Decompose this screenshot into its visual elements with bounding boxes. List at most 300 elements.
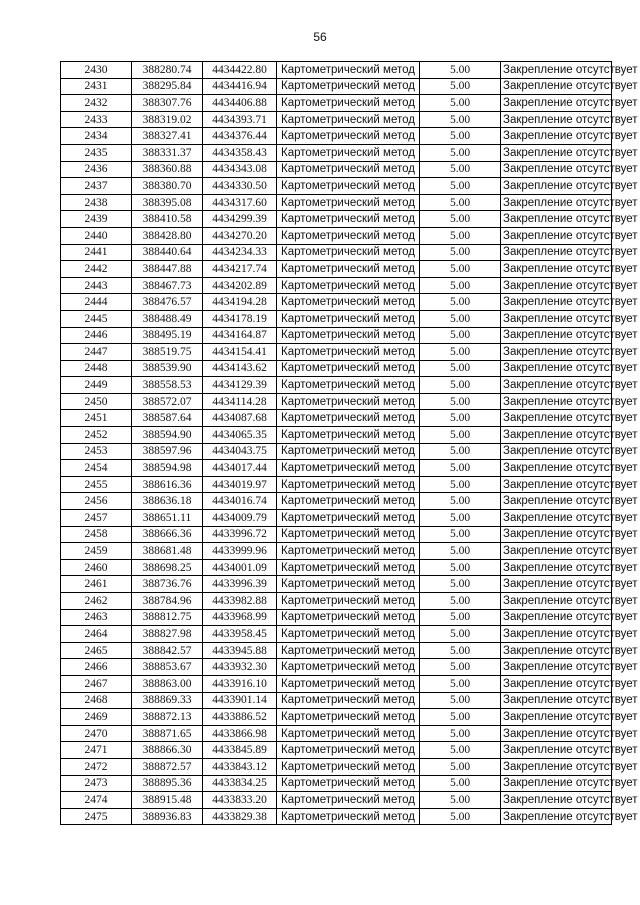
point-number-cell: 2444 [61, 294, 132, 311]
x-coordinate-cell: 388915.48 [132, 792, 203, 809]
x-coordinate-cell: 388395.08 [132, 194, 203, 211]
y-coordinate-cell: 4433845.89 [203, 742, 277, 759]
method-cell: Картометрический метод [277, 78, 420, 95]
table-row [61, 344, 612, 361]
method-cell: Картометрический метод [277, 576, 420, 593]
table-row [61, 742, 612, 759]
x-coordinate-cell: 388488.49 [132, 310, 203, 327]
fixing-description-cell: Закрепление отсутствует [501, 808, 612, 825]
method-cell: Картометрический метод [277, 211, 420, 228]
method-cell: Картометрический метод [277, 244, 420, 261]
point-number-cell: 2462 [61, 593, 132, 610]
method-cell: Картометрический метод [277, 410, 420, 427]
table-row [61, 659, 612, 676]
method-cell: Картометрический метод [277, 277, 420, 294]
accuracy-cell: 5.00 [420, 111, 501, 128]
fixing-description-cell: Закрепление отсутствует [501, 742, 612, 759]
fixing-description-cell: Закрепление отсутствует [501, 510, 612, 527]
y-coordinate-cell: 4434129.39 [203, 377, 277, 394]
accuracy-cell: 5.00 [420, 410, 501, 427]
point-number-cell: 2430 [61, 62, 132, 79]
table-row [61, 393, 612, 410]
point-number-cell: 2441 [61, 244, 132, 261]
method-cell: Картометрический метод [277, 261, 420, 278]
point-number-cell: 2431 [61, 78, 132, 95]
accuracy-cell: 5.00 [420, 344, 501, 361]
accuracy-cell: 5.00 [420, 310, 501, 327]
accuracy-cell: 5.00 [420, 642, 501, 659]
fixing-description-cell: Закрепление отсутствует [501, 792, 612, 809]
y-coordinate-cell: 4434343.08 [203, 161, 277, 178]
table-row [61, 808, 612, 825]
table-row [61, 476, 612, 493]
method-cell: Картометрический метод [277, 95, 420, 112]
x-coordinate-cell: 388594.98 [132, 460, 203, 477]
point-number-cell: 2452 [61, 427, 132, 444]
table-row [61, 161, 612, 178]
x-coordinate-cell: 388616.36 [132, 476, 203, 493]
x-coordinate-cell: 388327.41 [132, 128, 203, 145]
y-coordinate-cell: 4434065.35 [203, 427, 277, 444]
fixing-description-cell: Закрепление отсутствует [501, 642, 612, 659]
accuracy-cell: 5.00 [420, 626, 501, 643]
table-row [61, 277, 612, 294]
x-coordinate-cell: 388936.83 [132, 808, 203, 825]
fixing-description-cell: Закрепление отсутствует [501, 443, 612, 460]
x-coordinate-cell: 388736.76 [132, 576, 203, 593]
table-row [61, 692, 612, 709]
table-row [61, 460, 612, 477]
accuracy-cell: 5.00 [420, 493, 501, 510]
accuracy-cell: 5.00 [420, 609, 501, 626]
table-row [61, 62, 612, 79]
method-cell: Картометрический метод [277, 344, 420, 361]
x-coordinate-cell: 388428.80 [132, 227, 203, 244]
point-number-cell: 2474 [61, 792, 132, 809]
table-row [61, 211, 612, 228]
fixing-description-cell: Закрепление отсутствует [501, 758, 612, 775]
accuracy-cell: 5.00 [420, 360, 501, 377]
point-number-cell: 2453 [61, 443, 132, 460]
x-coordinate-cell: 388519.75 [132, 344, 203, 361]
fixing-description-cell: Закрепление отсутствует [501, 78, 612, 95]
accuracy-cell: 5.00 [420, 709, 501, 726]
x-coordinate-cell: 388440.64 [132, 244, 203, 261]
y-coordinate-cell: 4434009.79 [203, 510, 277, 527]
point-number-cell: 2460 [61, 559, 132, 576]
x-coordinate-cell: 388666.36 [132, 526, 203, 543]
accuracy-cell: 5.00 [420, 476, 501, 493]
y-coordinate-cell: 4434422.80 [203, 62, 277, 79]
table-row [61, 510, 612, 527]
point-number-cell: 2442 [61, 261, 132, 278]
accuracy-cell: 5.00 [420, 62, 501, 79]
method-cell: Картометрический метод [277, 327, 420, 344]
point-number-cell: 2439 [61, 211, 132, 228]
table-row [61, 775, 612, 792]
y-coordinate-cell: 4433945.88 [203, 642, 277, 659]
accuracy-cell: 5.00 [420, 510, 501, 527]
point-number-cell: 2464 [61, 626, 132, 643]
fixing-description-cell: Закрепление отсутствует [501, 194, 612, 211]
method-cell: Картометрический метод [277, 294, 420, 311]
method-cell: Картометрический метод [277, 460, 420, 477]
fixing-description-cell: Закрепление отсутствует [501, 178, 612, 195]
y-coordinate-cell: 4433916.10 [203, 675, 277, 692]
point-number-cell: 2458 [61, 526, 132, 543]
y-coordinate-cell: 4433834.25 [203, 775, 277, 792]
x-coordinate-cell: 388380.70 [132, 178, 203, 195]
point-number-cell: 2471 [61, 742, 132, 759]
method-cell: Картометрический метод [277, 742, 420, 759]
method-cell: Картометрический метод [277, 128, 420, 145]
point-number-cell: 2433 [61, 111, 132, 128]
fixing-description-cell: Закрепление отсутствует [501, 675, 612, 692]
fixing-description-cell: Закрепление отсутствует [501, 427, 612, 444]
accuracy-cell: 5.00 [420, 194, 501, 211]
method-cell: Картометрический метод [277, 775, 420, 792]
method-cell: Картометрический метод [277, 709, 420, 726]
point-number-cell: 2456 [61, 493, 132, 510]
y-coordinate-cell: 4434087.68 [203, 410, 277, 427]
method-cell: Картометрический метод [277, 559, 420, 576]
x-coordinate-cell: 388597.96 [132, 443, 203, 460]
method-cell: Картометрический метод [277, 493, 420, 510]
y-coordinate-cell: 4434270.20 [203, 227, 277, 244]
y-coordinate-cell: 4434299.39 [203, 211, 277, 228]
y-coordinate-cell: 4434164.87 [203, 327, 277, 344]
accuracy-cell: 5.00 [420, 211, 501, 228]
table-row [61, 443, 612, 460]
method-cell: Картометрический метод [277, 443, 420, 460]
y-coordinate-cell: 4434194.28 [203, 294, 277, 311]
y-coordinate-cell: 4434016.74 [203, 493, 277, 510]
table-row [61, 725, 612, 742]
method-cell: Картометрический метод [277, 593, 420, 610]
x-coordinate-cell: 388812.75 [132, 609, 203, 626]
table-row [61, 111, 612, 128]
fixing-description-cell: Закрепление отсутствует [501, 128, 612, 145]
method-cell: Картометрический метод [277, 543, 420, 560]
coordinates-table-body [61, 62, 638, 825]
point-number-cell: 2469 [61, 709, 132, 726]
y-coordinate-cell: 4434001.09 [203, 559, 277, 576]
accuracy-cell: 5.00 [420, 792, 501, 809]
accuracy-cell: 5.00 [420, 178, 501, 195]
y-coordinate-cell: 4433996.72 [203, 526, 277, 543]
fixing-description-cell: Закрепление отсутствует [501, 227, 612, 244]
fixing-description-cell: Закрепление отсутствует [501, 593, 612, 610]
y-coordinate-cell: 4433996.39 [203, 576, 277, 593]
accuracy-cell: 5.00 [420, 244, 501, 261]
fixing-description-cell: Закрепление отсутствует [501, 493, 612, 510]
method-cell: Картометрический метод [277, 161, 420, 178]
y-coordinate-cell: 4434358.43 [203, 144, 277, 161]
x-coordinate-cell: 388295.84 [132, 78, 203, 95]
method-cell: Картометрический метод [277, 393, 420, 410]
method-cell: Картометрический метод [277, 194, 420, 211]
x-coordinate-cell: 388495.19 [132, 327, 203, 344]
x-coordinate-cell: 388307.76 [132, 95, 203, 112]
accuracy-cell: 5.00 [420, 261, 501, 278]
fixing-description-cell: Закрепление отсутствует [501, 526, 612, 543]
method-cell: Картометрический метод [277, 808, 420, 825]
table-row [61, 593, 612, 610]
method-cell: Картометрический метод [277, 144, 420, 161]
x-coordinate-cell: 388636.18 [132, 493, 203, 510]
x-coordinate-cell: 388331.37 [132, 144, 203, 161]
point-number-cell: 2468 [61, 692, 132, 709]
x-coordinate-cell: 388863.00 [132, 675, 203, 692]
fixing-description-cell: Закрепление отсутствует [501, 277, 612, 294]
fixing-description-cell: Закрепление отсутствует [501, 460, 612, 477]
table-row [61, 626, 612, 643]
table-row [61, 543, 612, 560]
y-coordinate-cell: 4433866.98 [203, 725, 277, 742]
fixing-description-cell: Закрепление отсутствует [501, 244, 612, 261]
point-number-cell: 2435 [61, 144, 132, 161]
table-row [61, 493, 612, 510]
point-number-cell: 2465 [61, 642, 132, 659]
accuracy-cell: 5.00 [420, 377, 501, 394]
point-number-cell: 2463 [61, 609, 132, 626]
accuracy-cell: 5.00 [420, 460, 501, 477]
x-coordinate-cell: 388594.90 [132, 427, 203, 444]
y-coordinate-cell: 4434330.50 [203, 178, 277, 195]
y-coordinate-cell: 4434114.28 [203, 393, 277, 410]
fixing-description-cell: Закрепление отсутствует [501, 144, 612, 161]
method-cell: Картометрический метод [277, 609, 420, 626]
method-cell: Картометрический метод [277, 675, 420, 692]
accuracy-cell: 5.00 [420, 808, 501, 825]
fixing-description-cell: Закрепление отсутствует [501, 576, 612, 593]
method-cell: Картометрический метод [277, 360, 420, 377]
y-coordinate-cell: 4434017.44 [203, 460, 277, 477]
accuracy-cell: 5.00 [420, 725, 501, 742]
point-number-cell: 2436 [61, 161, 132, 178]
x-coordinate-cell: 388319.02 [132, 111, 203, 128]
method-cell: Картометрический метод [277, 227, 420, 244]
fixing-description-cell: Закрепление отсутствует [501, 626, 612, 643]
x-coordinate-cell: 388681.48 [132, 543, 203, 560]
table-row [61, 642, 612, 659]
point-number-cell: 2440 [61, 227, 132, 244]
fixing-description-cell: Закрепление отсутствует [501, 211, 612, 228]
x-coordinate-cell: 388869.33 [132, 692, 203, 709]
method-cell: Картометрический метод [277, 476, 420, 493]
table-row [61, 526, 612, 543]
table-row [61, 227, 612, 244]
method-cell: Картометрический метод [277, 427, 420, 444]
fixing-description-cell: Закрепление отсутствует [501, 344, 612, 361]
accuracy-cell: 5.00 [420, 393, 501, 410]
x-coordinate-cell: 388539.90 [132, 360, 203, 377]
point-number-cell: 2451 [61, 410, 132, 427]
table-row [61, 327, 612, 344]
y-coordinate-cell: 4433886.52 [203, 709, 277, 726]
point-number-cell: 2459 [61, 543, 132, 560]
fixing-description-cell: Закрепление отсутствует [501, 62, 612, 79]
point-number-cell: 2472 [61, 758, 132, 775]
x-coordinate-cell: 388698.25 [132, 559, 203, 576]
accuracy-cell: 5.00 [420, 443, 501, 460]
x-coordinate-cell: 388866.30 [132, 742, 203, 759]
y-coordinate-cell: 4434393.71 [203, 111, 277, 128]
y-coordinate-cell: 4433958.45 [203, 626, 277, 643]
y-coordinate-cell: 4433901.14 [203, 692, 277, 709]
x-coordinate-cell: 388827.98 [132, 626, 203, 643]
fixing-description-cell: Закрепление отсутствует [501, 360, 612, 377]
accuracy-cell: 5.00 [420, 526, 501, 543]
method-cell: Картометрический метод [277, 692, 420, 709]
accuracy-cell: 5.00 [420, 576, 501, 593]
method-cell: Картометрический метод [277, 377, 420, 394]
accuracy-cell: 5.00 [420, 742, 501, 759]
y-coordinate-cell: 4434154.41 [203, 344, 277, 361]
fixing-description-cell: Закрепление отсутствует [501, 709, 612, 726]
point-number-cell: 2475 [61, 808, 132, 825]
table-row [61, 709, 612, 726]
x-coordinate-cell: 388410.58 [132, 211, 203, 228]
fixing-description-cell: Закрепление отсутствует [501, 95, 612, 112]
point-number-cell: 2446 [61, 327, 132, 344]
method-cell: Картометрический метод [277, 62, 420, 79]
x-coordinate-cell: 388895.36 [132, 775, 203, 792]
fixing-description-cell: Закрепление отсутствует [501, 410, 612, 427]
point-number-cell: 2470 [61, 725, 132, 742]
fixing-description-cell: Закрепление отсутствует [501, 609, 612, 626]
table-row [61, 95, 612, 112]
y-coordinate-cell: 4433932.30 [203, 659, 277, 676]
fixing-description-cell: Закрепление отсутствует [501, 377, 612, 394]
x-coordinate-cell: 388587.64 [132, 410, 203, 427]
y-coordinate-cell: 4434202.89 [203, 277, 277, 294]
method-cell: Картометрический метод [277, 510, 420, 527]
fixing-description-cell: Закрепление отсутствует [501, 543, 612, 560]
y-coordinate-cell: 4434234.33 [203, 244, 277, 261]
table-row [61, 244, 612, 261]
point-number-cell: 2467 [61, 675, 132, 692]
accuracy-cell: 5.00 [420, 692, 501, 709]
y-coordinate-cell: 4433999.96 [203, 543, 277, 560]
y-coordinate-cell: 4434217.74 [203, 261, 277, 278]
y-coordinate-cell: 4433843.12 [203, 758, 277, 775]
accuracy-cell: 5.00 [420, 758, 501, 775]
accuracy-cell: 5.00 [420, 327, 501, 344]
y-coordinate-cell: 4433829.38 [203, 808, 277, 825]
method-cell: Картометрический метод [277, 725, 420, 742]
table-row [61, 792, 612, 809]
table-row [61, 310, 612, 327]
fixing-description-cell: Закрепление отсутствует [501, 393, 612, 410]
point-number-cell: 2473 [61, 775, 132, 792]
method-cell: Картометрический метод [277, 659, 420, 676]
table-row [61, 178, 612, 195]
method-cell: Картометрический метод [277, 626, 420, 643]
point-number-cell: 2432 [61, 95, 132, 112]
point-number-cell: 2455 [61, 476, 132, 493]
y-coordinate-cell: 4434376.44 [203, 128, 277, 145]
table-row [61, 78, 612, 95]
table-row [61, 261, 612, 278]
table-row [61, 576, 612, 593]
y-coordinate-cell: 4434178.19 [203, 310, 277, 327]
y-coordinate-cell: 4433968.99 [203, 609, 277, 626]
x-coordinate-cell: 388280.74 [132, 62, 203, 79]
y-coordinate-cell: 4434416.94 [203, 78, 277, 95]
y-coordinate-cell: 4434019.97 [203, 476, 277, 493]
accuracy-cell: 5.00 [420, 593, 501, 610]
point-number-cell: 2454 [61, 460, 132, 477]
fixing-description-cell: Закрепление отсутствует [501, 559, 612, 576]
accuracy-cell: 5.00 [420, 559, 501, 576]
accuracy-cell: 5.00 [420, 427, 501, 444]
page-number: 56 [313, 30, 327, 44]
y-coordinate-cell: 4434043.75 [203, 443, 277, 460]
point-number-cell: 2448 [61, 360, 132, 377]
table-row [61, 294, 612, 311]
fixing-description-cell: Закрепление отсутствует [501, 327, 612, 344]
point-number-cell: 2434 [61, 128, 132, 145]
table-row [61, 675, 612, 692]
table-row [61, 194, 612, 211]
table-row [61, 410, 612, 427]
point-number-cell: 2445 [61, 310, 132, 327]
point-number-cell: 2461 [61, 576, 132, 593]
y-coordinate-cell: 4433833.20 [203, 792, 277, 809]
fixing-description-cell: Закрепление отсутствует [501, 725, 612, 742]
x-coordinate-cell: 388447.88 [132, 261, 203, 278]
point-number-cell: 2450 [61, 393, 132, 410]
method-cell: Картометрический метод [277, 642, 420, 659]
x-coordinate-cell: 388872.13 [132, 709, 203, 726]
accuracy-cell: 5.00 [420, 675, 501, 692]
method-cell: Картометрический метод [277, 758, 420, 775]
table-row [61, 377, 612, 394]
y-coordinate-cell: 4434143.62 [203, 360, 277, 377]
fixing-description-cell: Закрепление отсутствует [501, 111, 612, 128]
fixing-description-cell: Закрепление отсутствует [501, 692, 612, 709]
point-number-cell: 2437 [61, 178, 132, 195]
x-coordinate-cell: 388651.11 [132, 510, 203, 527]
table-row [61, 128, 612, 145]
accuracy-cell: 5.00 [420, 543, 501, 560]
fixing-description-cell: Закрепление отсутствует [501, 294, 612, 311]
accuracy-cell: 5.00 [420, 277, 501, 294]
fixing-description-cell: Закрепление отсутствует [501, 261, 612, 278]
table-row [61, 559, 612, 576]
x-coordinate-cell: 388476.57 [132, 294, 203, 311]
y-coordinate-cell: 4434317.60 [203, 194, 277, 211]
accuracy-cell: 5.00 [420, 95, 501, 112]
method-cell: Картометрический метод [277, 178, 420, 195]
accuracy-cell: 5.00 [420, 144, 501, 161]
method-cell: Картометрический метод [277, 310, 420, 327]
point-number-cell: 2447 [61, 344, 132, 361]
fixing-description-cell: Закрепление отсутствует [501, 659, 612, 676]
method-cell: Картометрический метод [277, 792, 420, 809]
method-cell: Картометрический метод [277, 111, 420, 128]
x-coordinate-cell: 388842.57 [132, 642, 203, 659]
point-number-cell: 2449 [61, 377, 132, 394]
method-cell: Картометрический метод [277, 526, 420, 543]
fixing-description-cell: Закрепление отсутствует [501, 161, 612, 178]
x-coordinate-cell: 388871.65 [132, 725, 203, 742]
x-coordinate-cell: 388467.73 [132, 277, 203, 294]
accuracy-cell: 5.00 [420, 128, 501, 145]
accuracy-cell: 5.00 [420, 659, 501, 676]
coordinates-table [60, 61, 638, 825]
